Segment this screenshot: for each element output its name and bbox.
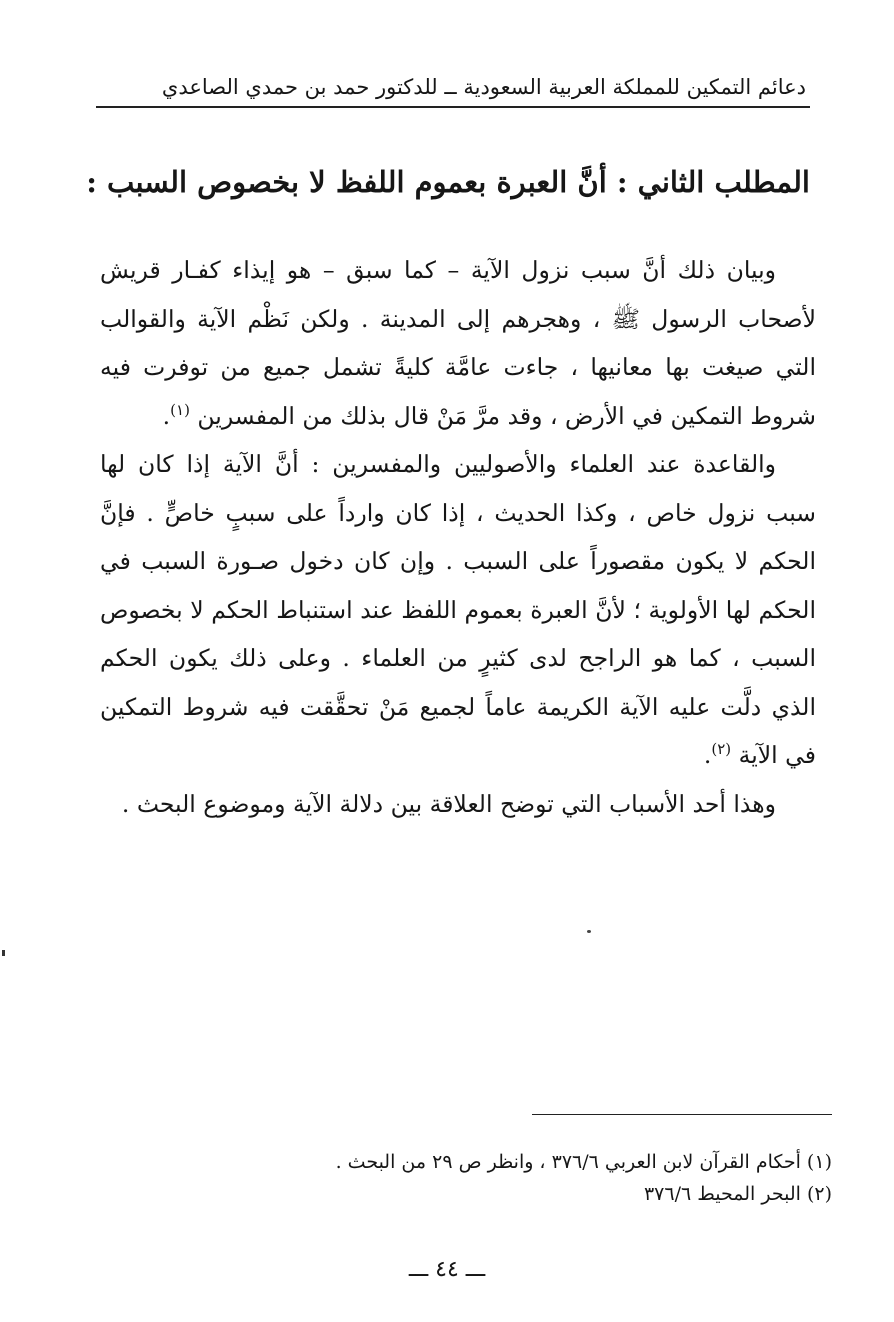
footnote-ref: (١) [170,400,190,419]
scan-speck [587,930,591,933]
footnote-ref: (٢) [711,740,732,759]
paragraph [100,246,816,440]
footnote-rule [532,1114,832,1115]
paragraph-text: وهذا أحد الأسباب التي توضح العلاقة بين دلالة الآية وموضوع البحث . [121,789,776,818]
paragraph-text: وبيان ذلك أنَّ سبب نزول الآية – كما سبق – هو إيذاء كفـار قريش لأصحاب الرسول ﷺ ، وهجرهم إلى المدينة . ولكن نَظْم الآية والقوالب التي صيغت بها معانيها ، جاءت عامَّة كليةً تشمل جميع من توفرت فيه شروط التمكين في الأرض ، وقد مرَّ مَنْ قال بذلك من المفسرين [100,256,816,430]
footnotes [112,1146,832,1210]
paragraph [100,440,816,780]
paragraph [100,780,816,829]
header-rule [96,106,810,108]
footnote: (١) أحكام القرآن لابن العربي ٣٧٦/٦ ، وانظر ص ٢٩ من البحث . [335,1151,832,1173]
body-text [100,246,816,828]
page-number: ـــ ٤٤ ـــ [408,1257,486,1282]
running-header: دعائم التمكين للمملكة العربية السعودية ــ للدكتور حمد بن حمدي الصاعدي [161,75,806,99]
section-heading: المطلب الثاني : أنَّ العبرة بعموم اللفظ لا بخصوص السبب : [86,165,810,199]
paragraph-tail: . [703,741,712,769]
paragraph-text: والقاعدة عند العلماء والأصوليين والمفسرين : أنَّ الآية إذا كان لها سبب نزول خاص ، وكذا الحديث ، إذا كان وارداً على سببٍ خاصٍّ . فإنَّ الحكم لا يكون مقصوراً على السبب . وإن كان دخول صـورة السبب في الحكم لها الأولوية ؛ لأنَّ العبرة بعموم اللفظ عند استنباط الحكم لا بخصوص السبب ، كما هو الراجح لدى كثيرٍ من العلماء . وعلى ذلك يكون الحكم الذي دلَّت عليه الآية الكريمة عاماً لجميع مَنْ تحقَّقت فيه شروط التمكين في الآية [100,450,816,769]
paragraph-tail: . [162,401,171,430]
scan-edge-mark [2,950,5,956]
footnote: (٢) البحر المحيط ٣٧٦/٦ [643,1183,832,1205]
